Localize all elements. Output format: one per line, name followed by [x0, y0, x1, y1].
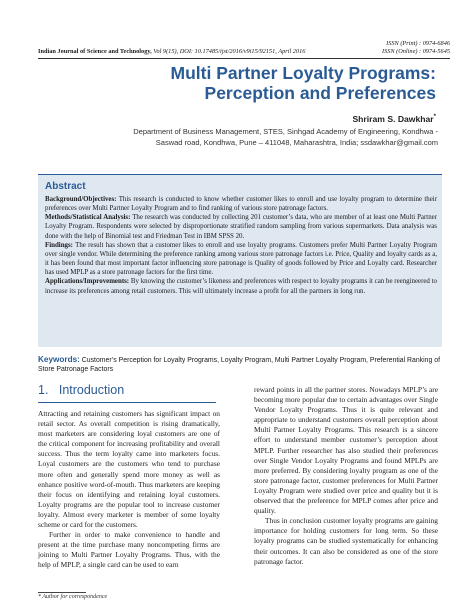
- title-line-2: Perception and Preferences: [204, 83, 436, 103]
- header-divider: [38, 58, 450, 59]
- journal-name: Indian Journal of Science and Technology,: [38, 48, 152, 55]
- journal-citation: [38, 48, 450, 55]
- footnote: * Author for correspondence: [38, 594, 108, 600]
- text-column-left: [38, 409, 220, 571]
- applications-text: By knowing the customer’s likeness and preferences with respect to loyalty programs it can be reengineered to increase its preferences among retail customers. This will ultimately increase a profit for all the partners in long run.: [45, 278, 437, 295]
- intro-paragraph-3: reward points in all the partner stores. Nowadays MPLP’s are becoming more popular due to certain advantages over Single Vendor Loyalty Programs. Thus it is quite relevant and appropriate to understand customers overall perception about Multi Partner Loyalty Programs. This research is a sincere effort to understand member customer’s perception about MPLP. Further researcher has also studied their preferences over Single Vendor Loyalty Programs and found MPLPs are more preferred. By considering loyalty program as one of the store patronage factor, customer preferences for Multi Partner Loyalty Program were studied over price and quality but it is observed that the preference for MPLP comes after price and quality.: [254, 385, 438, 516]
- abstract-background: [45, 195, 437, 213]
- keywords-text: Customer’s Perception for Loyalty Programs, Loyalty Program, Multi Partner Loyalty Program, Preferential Ranking of Store Patronage Factors: [38, 357, 440, 374]
- text-column-right: [254, 385, 438, 567]
- keywords: [38, 355, 442, 375]
- author-text: Shriram S. Dawkhar: [352, 114, 434, 124]
- methods-text: The research was conducted by collecting 201 customer’s data, who are member of at least one Multi Partner Loyalty Program. Respondents were selected by disproportionate stratified random sampling from various supermarkets. Data analysis was done with the help of Binomial test and Friedman Test in IBM SPSS 20.: [45, 214, 437, 240]
- keywords-label: Keywords:: [38, 355, 80, 364]
- findings-label: Findings:: [45, 241, 73, 249]
- abstract-heading: Abstract: [45, 181, 86, 192]
- abstract-findings: [45, 241, 437, 278]
- background-text: This research is conducted to know whether customer likes to enroll and use loyalty program to determine their preferences over Multi Partner Loyalty Program and to find ranking of various store patronage factors.: [45, 196, 437, 213]
- author-name: [352, 114, 436, 124]
- intro-paragraph-4: Thus in conclusion customer loyalty programs are gaining importance for holding customers for long term. So these loyalty programs can be studied systematically for enhancing their outcomes. It can also be considered as one of the store patronage factor.: [254, 516, 438, 566]
- issn-online: ISSN (Online) : 0974-5645: [381, 48, 450, 55]
- background-label: Background/Objectives:: [45, 196, 117, 203]
- journal-details: Vol 9(15), DOI: 10.17485/ijst/2016/v9i15/92151, April 2016: [153, 48, 306, 55]
- title-line-1: Multi Partner Loyalty Programs:: [170, 63, 436, 83]
- author-mark: *: [433, 114, 436, 121]
- intro-paragraph-1: Attracting and retaining customers has significant impact on retail sector. As overall competition is rising dramatically, most marketers are considering loyal customers are one of the critical component for increasing profitability and overall success. Thus the term loyalty came into marketers focus. Loyal customers are the customers who tend to purchase more often and generally spend more money as well as enhance positive word-of-mouth. Thus marketers are keeping their focus on identifying and retaining loyal customers. Loyalty programs are the popular tool to increase customer loyalty. Almost every marketer is member of some loyalty scheme or card for the customers.: [38, 409, 220, 530]
- methods-label: Methods/Statistical Analysis:: [45, 214, 131, 222]
- section-heading-rule: [38, 402, 216, 403]
- abstract-body: [45, 195, 437, 296]
- findings-text: The result has shown that a customer likes to enroll and use loyalty programs. Customers prefer Multi Partner Loyalty Program over single vendor. While determining the preference ranking among various store patronage factors i.e. Price, Quality and loyalty cards as a, it has been found that most important factor influencing store patronage is Quality of goods followed by Price and Loyalty card. Researcher has used MPLP as a store patronage factors for the first time.: [45, 241, 437, 277]
- applications-label: Applications/Improvements:: [45, 278, 130, 286]
- author-affiliation: Department of Business Management, STES, Sinhgad Academy of Engineering, Kondhwa - Saswad road, Kondhwa, Pune – 411048, Maharashtra, India; ssdawkhar@gmail.com: [133, 127, 438, 147]
- intro-paragraph-2: Further in order to make convenience to handle and present at the time purchase many noncompeting firms are joining to Multi Partner Loyalty Programs. Thus, with the help of MPLP, a single card can be used to earn: [38, 530, 220, 570]
- article-title: [171, 63, 436, 103]
- issn-print: ISSN (Print) : 0974-6846: [386, 40, 450, 47]
- section-heading-introduction: 1. Introduction: [38, 383, 125, 397]
- abstract-methods: [45, 213, 437, 240]
- abstract-applications: [45, 277, 437, 295]
- footnote-divider: [38, 592, 86, 593]
